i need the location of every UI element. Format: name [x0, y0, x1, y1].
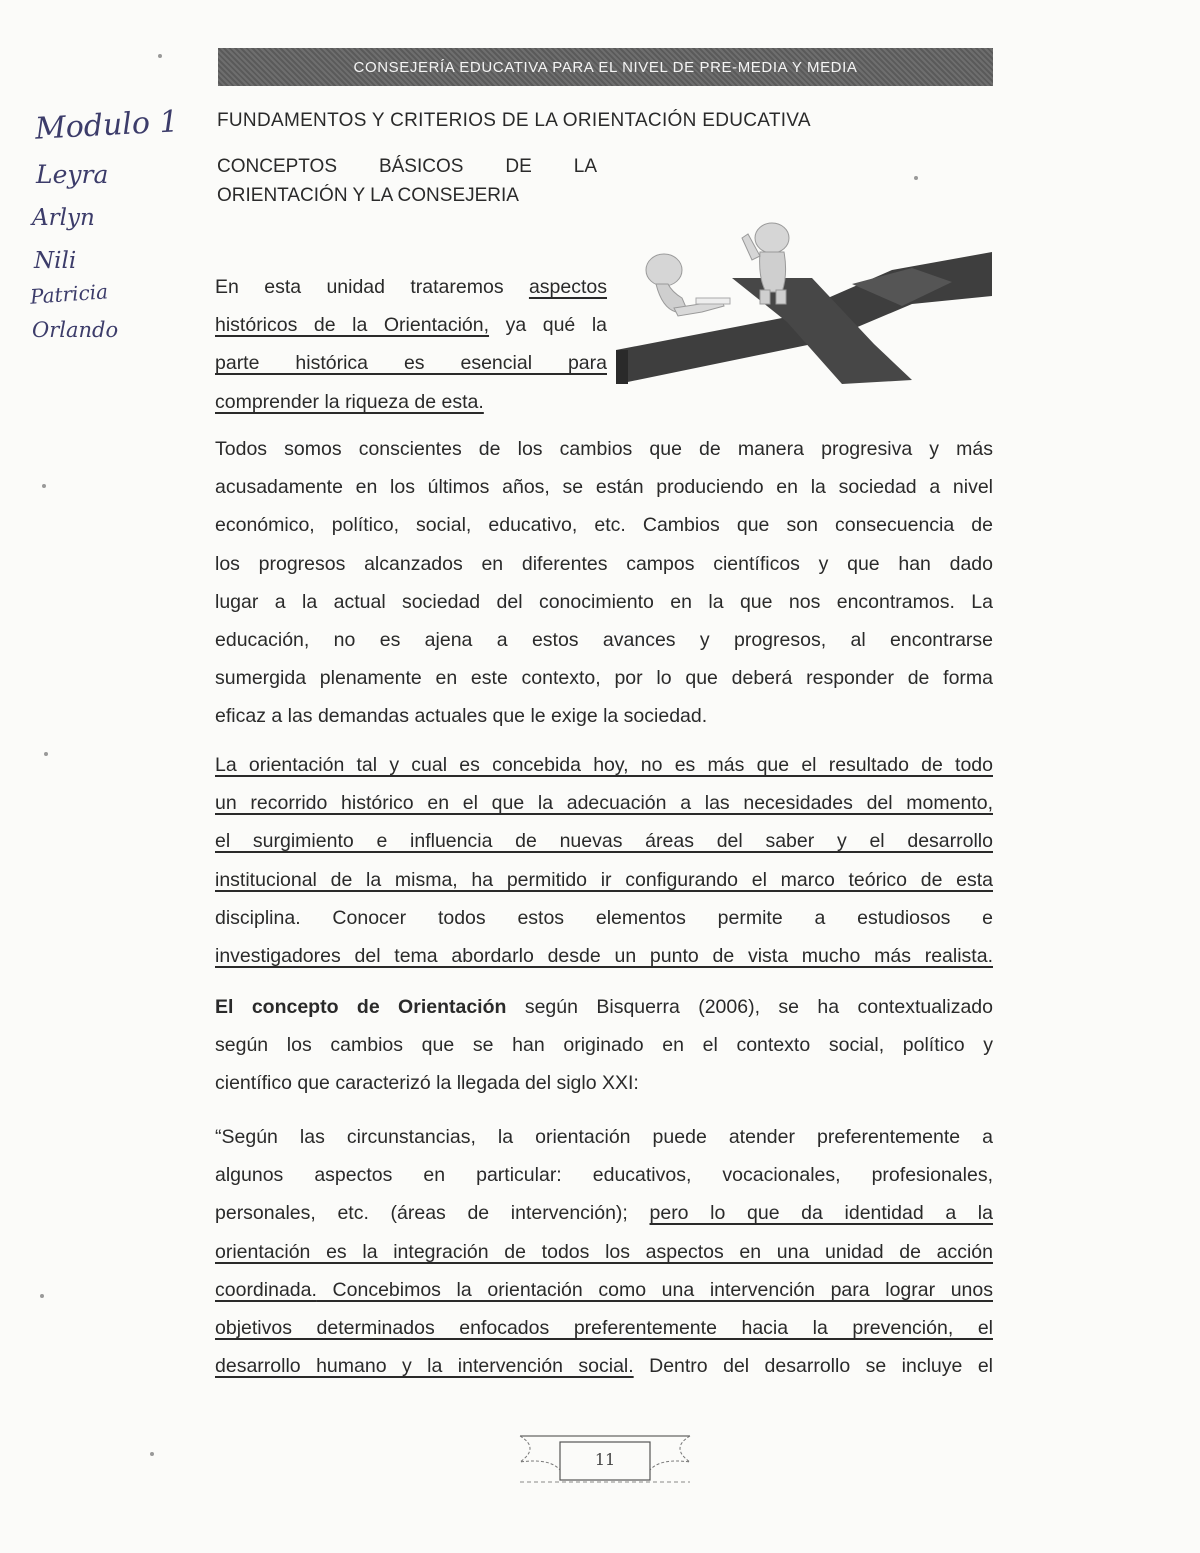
paragraph: [215, 988, 993, 1103]
underlined-paragraph: [215, 746, 993, 975]
intro-paragraph: [215, 268, 607, 421]
handwritten-note: Patricia: [29, 279, 109, 309]
text-line: parte histórica es esencial para: [215, 352, 607, 375]
handwritten-note: Arlyn: [32, 205, 95, 231]
text-line: científico que caracterizó la llegada del siglo XXI:: [215, 1072, 639, 1095]
text-line: “Según las circunstancias, la orientación puede atender preferentemente a: [215, 1126, 993, 1148]
text-line: algunos aspectos en particular: educativos, vocacionales, profesionales,: [215, 1164, 993, 1187]
page-number: 11: [594, 1450, 616, 1469]
subtitle-line: CONCEPTOS BÁSICOS DE LA: [217, 156, 597, 177]
header-title: CONSEJERÍA EDUCATIVA PARA EL NIVEL DE PRE-MEDIA Y MEDIA: [353, 58, 858, 76]
scan-speck: [44, 752, 48, 756]
crossroads-figures-illustration: [612, 212, 992, 392]
text-line: lugar a la actual sociedad del conocimiento en la que nos encontramos. La: [215, 590, 993, 613]
text-line: según los cambios que se han originado en el contexto social, político y: [215, 1034, 993, 1057]
text-line: Todos somos conscientes de los cambios que de manera progresiva y más: [215, 438, 993, 460]
handwritten-note: Leyra: [36, 160, 109, 189]
text-line: educación, no es ajena a estos avances y progresos, al encontrarse: [215, 629, 993, 652]
text-line: La orientación tal y cual es concebida hoy, no es más que el resultado de todo: [215, 754, 993, 776]
text-line: disciplina. Conocer todos estos elementos permite a estudiosos e: [215, 906, 993, 929]
text-line: personales, etc. (áreas de intervención); pero lo que da identidad a la: [215, 1202, 993, 1225]
scan-speck: [150, 1452, 154, 1456]
text-line: coordinada. Concebimos la orientación como una intervención para lograr unos: [215, 1278, 993, 1301]
text-line: investigadores del tema abordarlo desde un punto de vista mucho más realista.: [215, 945, 993, 968]
section-subtitle: [217, 152, 597, 210]
subtitle-line: ORIENTACIÓN Y LA CONSEJERIA: [217, 185, 519, 206]
paragraph: [215, 430, 993, 736]
text-line: los progresos alcanzados en diferentes campos científicos y que han dado: [215, 552, 993, 575]
text-line: acusadamente en los últimos años, se están produciendo en la sociedad a nivel: [215, 476, 993, 499]
handwritten-note: Modulo 1: [34, 104, 180, 147]
text-line: el surgimiento e influencia de nuevas áreas del saber y el desarrollo: [215, 830, 993, 853]
text-line: desarrollo humano y la intervención social. Dentro del desarrollo se incluye el: [215, 1355, 993, 1378]
scan-speck: [42, 484, 46, 488]
text-line: eficaz a las demandas actuales que le exige la sociedad.: [215, 705, 708, 728]
quote-paragraph: [215, 1118, 993, 1385]
text-line: En esta unidad trataremos aspectos: [215, 276, 607, 298]
scan-speck: [158, 54, 162, 58]
text-line: objetivos determinados enfocados preferentemente hacia la prevención, el: [215, 1317, 993, 1340]
text-line: El concepto de Orientación según Bisquerra (2006), se ha contextualizado: [215, 996, 993, 1018]
text-line: históricos de la Orientación, ya qué la: [215, 314, 607, 337]
scan-speck: [40, 1294, 44, 1298]
text-line: institucional de la misma, ha permitido ir configurando el marco teórico de esta: [215, 868, 993, 891]
handwritten-note: Nili: [34, 248, 77, 274]
text-line: sumergida plenamente en este contexto, por lo que deberá responder de forma: [215, 667, 993, 690]
scan-speck: [914, 176, 918, 180]
text-line: orientación es la integración de todos los aspectos en una unidad de acción: [215, 1240, 993, 1263]
header-banner: [218, 48, 993, 86]
text-line: comprender la riqueza de esta.: [215, 390, 484, 413]
page-title: FUNDAMENTOS Y CRITERIOS DE LA ORIENTACIÓN EDUCATIVA: [217, 110, 811, 131]
handwritten-note: Orlando: [32, 318, 119, 342]
text-line: económico, político, social, educativo, etc. Cambios que son consecuencia de: [215, 514, 993, 537]
text-line: un recorrido histórico en el que la adecuación a las necesidades del momento,: [215, 792, 993, 815]
